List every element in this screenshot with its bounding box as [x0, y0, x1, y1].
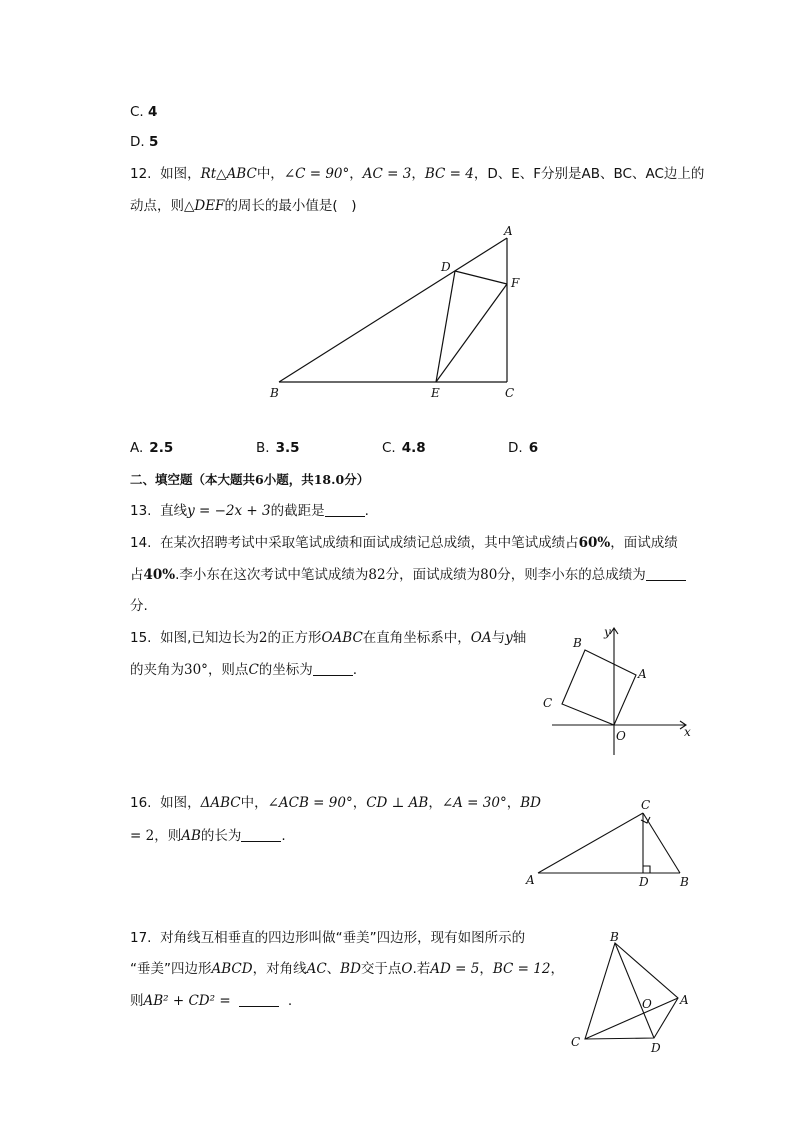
q12-label-a: A [504, 224, 513, 238]
q12-option-d: D. 6 [508, 440, 539, 456]
q12-option-a: A. 2.5 [130, 440, 174, 456]
q15-line1: 15. 如图,已知边长为2的正方形OABC在直角坐标系中，OA与y轴 [130, 630, 527, 646]
q16-label-d: D [639, 875, 649, 889]
q15-label-o: O [616, 729, 626, 743]
q12-label-f: F [511, 276, 520, 290]
q12-label-e: E [431, 386, 440, 400]
q13-line: 13. 直线y = −2x + 3的截距是 . [130, 503, 369, 519]
q17-line2: “垂美”四边形ABCD，对角线AC、BD交于点O.若AD = 5，BC = 12， [130, 961, 564, 977]
q16-line2: = 2，则AB的长为 . [130, 828, 286, 844]
q14-line3: 分. [130, 598, 148, 614]
q15-line2: 的夹角为30°，则点C的坐标为 . [130, 662, 358, 678]
q16-label-c: C [641, 798, 651, 812]
q12-line1: 12. 如图，Rt△ABC中，∠C = 90°，AC = 3，BC = 4，D、E、F分别是AB、BC、AC边上的 [130, 166, 705, 182]
q15-label-a: A [638, 667, 647, 681]
q17-quadrilateral-abcd [585, 943, 678, 1039]
q17-line1: 17. 对角线互相垂直的四边形叫做“垂美”四边形，现有如图所示的 [130, 930, 526, 946]
q12-option-b: B. 3.5 [256, 440, 300, 456]
q12-label-d: D [441, 260, 451, 274]
q17-diagonal-ac [585, 998, 678, 1039]
q16-line1: 16. 如图，ΔABC中，∠ACB = 90°，CD ⊥ AB，∠A = 30°，BD [130, 795, 541, 811]
q14-line2: 占40%.李小东在这次考试中笔试成绩为82分，面试成绩为80分，则李小东的总成绩为 [130, 565, 686, 585]
q14-line1: 14. 在某次招聘考试中采取笔试成绩和面试成绩记总成绩，其中笔试成绩占60%，面试成绩 [130, 535, 678, 551]
section-heading-fill-blank: 二、填空题（本大题共6小题，共18.0分） [130, 472, 370, 487]
q17-label-b: B [610, 930, 619, 944]
q12-label-c: C [505, 386, 515, 400]
q12-line2: 动点，则△DEF的周长的最小值是( ) [130, 198, 357, 214]
q16-label-b: B [680, 875, 689, 889]
q12-option-c: C. 4.8 [382, 440, 426, 456]
option-c-prev: C. 4 [130, 104, 158, 120]
q15-label-y: y [604, 625, 611, 639]
q15-label-c: C [543, 696, 553, 710]
q17-label-c: C [571, 1035, 581, 1049]
q17-line3: 则AB² + CD² = . [130, 993, 293, 1009]
q17-label-a: A [680, 993, 689, 1007]
q17-label-o: O [642, 997, 652, 1011]
q16-label-a: A [526, 873, 535, 887]
q15-label-x: x [684, 725, 691, 739]
option-d-prev: D. 5 [130, 134, 159, 150]
q15-label-b: B [573, 636, 582, 650]
q12-label-b: B [270, 386, 279, 400]
q17-label-d: D [651, 1041, 661, 1055]
